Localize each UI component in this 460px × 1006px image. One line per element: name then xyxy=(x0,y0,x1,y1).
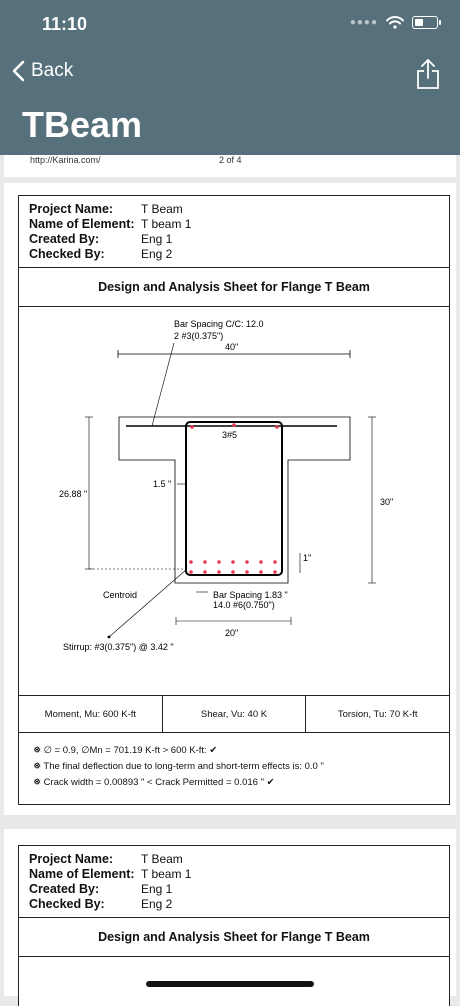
project-name-value: T Beam xyxy=(141,202,183,216)
sheet-title: Design and Analysis Sheet for Flange T Beam xyxy=(19,268,449,307)
centroid-label: Centroid xyxy=(103,590,138,600)
t-beam-drawing xyxy=(19,307,449,696)
checked-by-value: Eng 2 xyxy=(141,247,173,261)
element-name-label: Name of Element: xyxy=(29,217,135,231)
note-item: ❅ The final deflection due to long-term and short-term effects is: 0.0 " xyxy=(33,761,324,772)
torsion-result: Torsion, Tu: 70 K-ft xyxy=(337,708,418,720)
note-item: ❅ Crack width = 0.00893 " < Crack Permitted = 0.016 " ✔ xyxy=(33,777,275,788)
rebar-dot xyxy=(275,425,279,429)
rebar-dot xyxy=(232,423,236,427)
footer-url: http://Karina.com/ xyxy=(30,155,101,165)
battery-icon xyxy=(412,16,438,29)
rebar-dot xyxy=(190,425,194,429)
status-icons xyxy=(350,16,438,29)
top-bar-spacing-label: Bar Spacing C/C: 12.0 xyxy=(174,319,264,329)
element-name-label: Name of Element: xyxy=(29,867,135,881)
project-name-label: Project Name: xyxy=(29,852,114,866)
bottom-cover-label: 1" xyxy=(303,553,312,563)
project-info xyxy=(19,846,449,918)
created-by-label: Created By: xyxy=(29,232,100,246)
navigation-header xyxy=(0,0,460,155)
beam-outline xyxy=(119,417,350,583)
checked-by-label: Checked By: xyxy=(29,897,105,911)
bottom-rebar-row-2 xyxy=(189,570,277,574)
bottom-bars-label: 14.0 #6(0.750") xyxy=(213,600,275,610)
design-sheet xyxy=(18,195,450,805)
back-button[interactable] xyxy=(12,60,73,82)
report-page xyxy=(4,829,456,996)
shear-result: Shear, Vu: 40 K xyxy=(163,696,307,732)
checked-by-label: Checked By: xyxy=(29,247,105,261)
signal-icon: ●●●● xyxy=(349,17,378,28)
project-name-value: T Beam xyxy=(141,852,183,866)
created-by-value: Eng 1 xyxy=(141,882,173,896)
home-indicator[interactable] xyxy=(146,981,314,987)
wifi-icon xyxy=(386,16,404,29)
created-by-value: Eng 1 xyxy=(141,232,173,246)
sheet-title: Design and Analysis Sheet for Flange T Beam xyxy=(19,918,449,957)
moment-result: Moment, Mu: 600 K-ft xyxy=(19,696,163,732)
web-width-label: 20" xyxy=(225,628,239,638)
share-icon[interactable] xyxy=(416,58,440,90)
created-by-label: Created By: xyxy=(29,882,100,896)
stirrup-label: Stirrup: #3(0.375") @ 3.42 " xyxy=(63,642,174,652)
flange-width-label: 40" xyxy=(225,342,239,352)
project-name-label: Project Name: xyxy=(29,202,114,216)
note-item: ❅ ∅ = 0.9, ∅Mn = 701.19 K-ft > 600 K-ft: ✔ xyxy=(33,745,218,756)
element-name-value: T beam 1 xyxy=(141,217,192,231)
back-label: Back xyxy=(31,60,74,81)
status-time: 11:10 xyxy=(42,14,88,34)
checked-by-value: Eng 2 xyxy=(141,897,173,911)
stirrup xyxy=(186,422,282,575)
check-notes xyxy=(19,733,449,801)
cover-label: 1.5 " xyxy=(153,479,172,489)
mid-bars-label: 3#5 xyxy=(222,430,238,440)
footer-page-number: 2 of 4 xyxy=(219,155,242,165)
bottom-rebar-row-1 xyxy=(189,560,277,564)
bottom-spacing-label: Bar Spacing 1.83 " xyxy=(213,590,288,600)
element-name-value: T beam 1 xyxy=(141,867,192,881)
page-title: TBeam xyxy=(22,104,143,145)
load-results xyxy=(19,696,449,733)
top-bars-label: 2 #3(0.375") xyxy=(174,331,224,341)
report-page xyxy=(4,183,456,815)
previous-page-footer xyxy=(4,155,456,177)
project-info xyxy=(19,196,449,268)
total-depth-label: 30" xyxy=(380,497,394,507)
centroid-depth-label: 26.88 " xyxy=(59,489,88,499)
chevron-left-icon xyxy=(12,60,25,82)
